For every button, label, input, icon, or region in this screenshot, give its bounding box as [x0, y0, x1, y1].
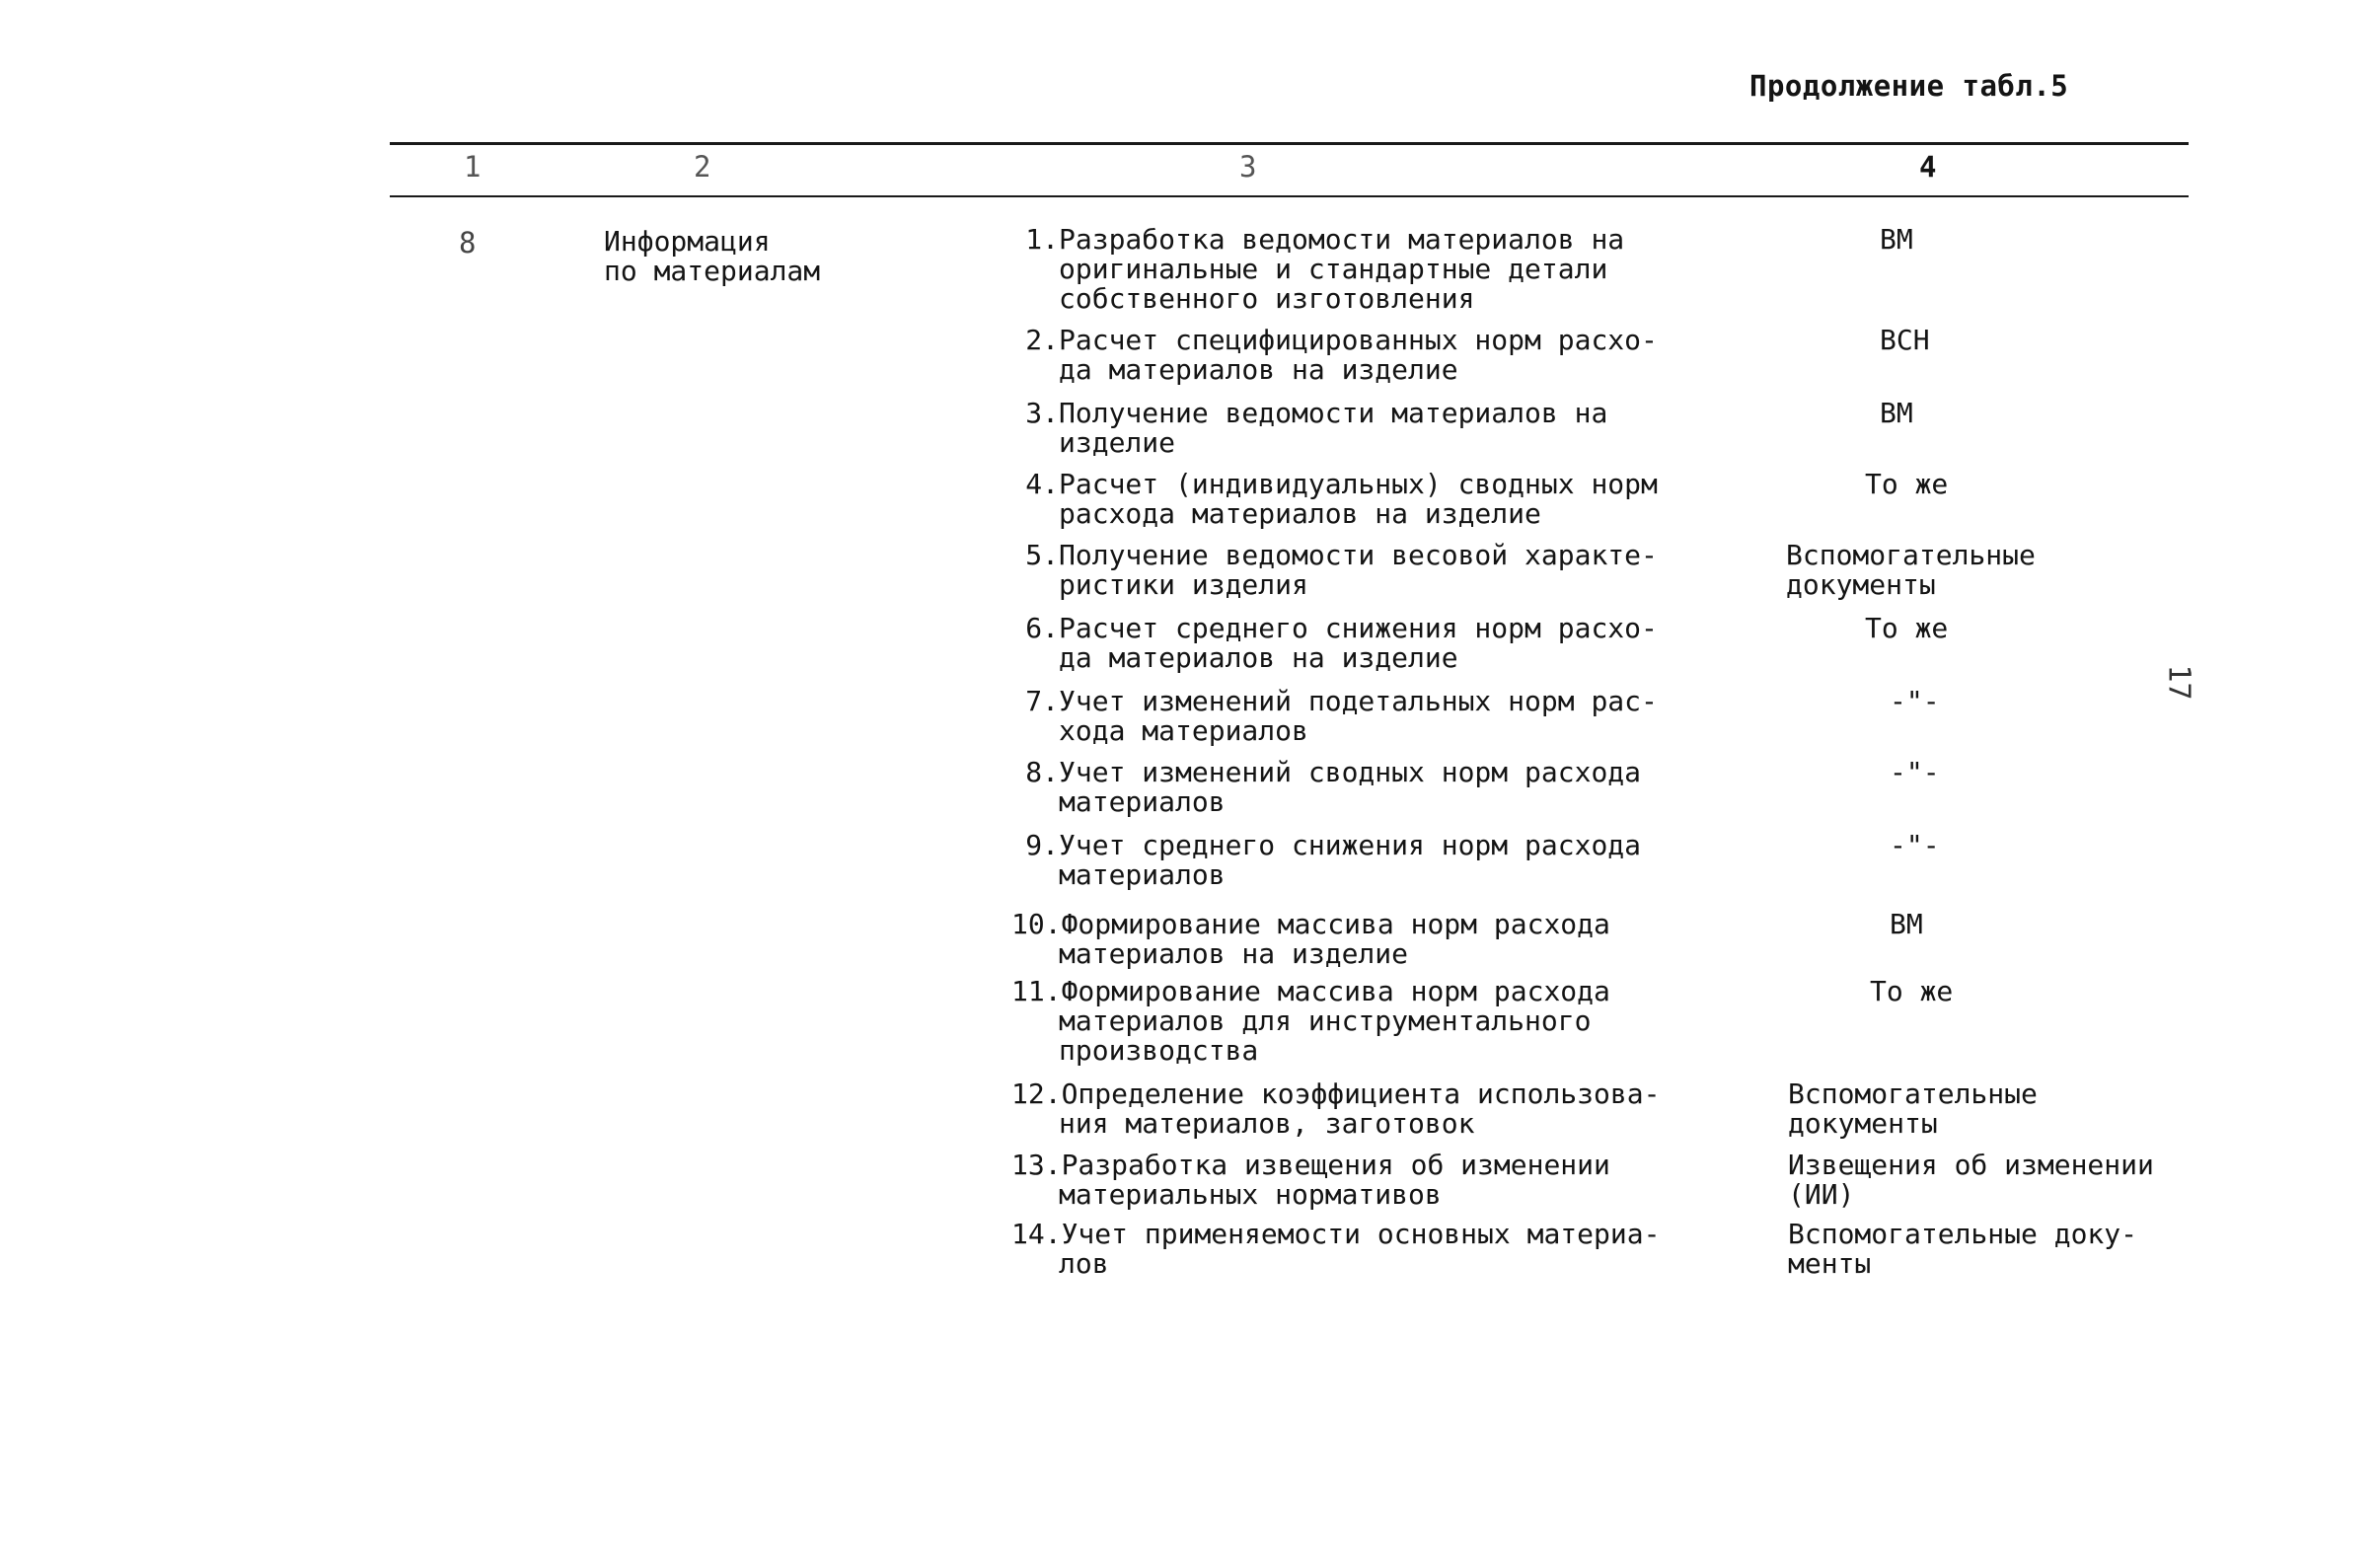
item-line-text: Учет изменений сводных норм расхода	[1059, 756, 1642, 788]
item-line	[1011, 1151, 1610, 1180]
item-line-text: Разработка извещения об изменении	[1061, 1149, 1610, 1181]
document-line: -"-	[1890, 829, 1940, 861]
item-line	[1011, 1220, 1660, 1249]
item-line	[1011, 255, 1624, 284]
item-text	[1011, 1079, 1660, 1139]
item-line-text: Разработка ведомости материалов на	[1059, 223, 1625, 256]
item-line-text: изделие	[1059, 426, 1176, 459]
item-line	[1011, 1006, 1610, 1036]
item-line	[1011, 399, 1607, 428]
document-cell	[1865, 614, 2269, 643]
item-line-text: материальных нормативов	[1059, 1178, 1442, 1211]
item-line-text: Получение ведомости весовой характе-	[1059, 539, 1658, 571]
document-cell	[1865, 470, 2269, 499]
item-line	[1011, 355, 1658, 385]
document-line: ВСН	[1880, 324, 1930, 356]
document-line: То же	[1865, 468, 1949, 500]
item-line	[1011, 787, 1641, 817]
item-text	[1011, 470, 1658, 529]
document-line: Вспомогательные	[1788, 1077, 2038, 1110]
column-header-4: 4	[1919, 150, 1937, 184]
document-line: Извещения об изменении	[1788, 1149, 2154, 1181]
item-line-text: Формирование массива норм расхода	[1061, 975, 1610, 1007]
document-cell	[1788, 1220, 2193, 1279]
document-cell	[1788, 1151, 2193, 1210]
item-line-text: собственного изготовления	[1059, 282, 1475, 315]
item-line	[1011, 758, 1641, 787]
item-line-text: ния материалов, заготовок	[1059, 1107, 1475, 1140]
document-line: документы	[1788, 1107, 1938, 1140]
item-line-text: расхода материалов на изделие	[1059, 497, 1541, 530]
item-number: 11.	[1011, 975, 1062, 1007]
item-line	[1011, 326, 1658, 355]
item-line-text: Расчет среднего снижения норм расхо-	[1059, 612, 1658, 644]
item-line-text: Учет применяемости основных материа-	[1061, 1218, 1661, 1250]
item-line-text: производства	[1059, 1034, 1259, 1067]
document-cell	[1880, 399, 2284, 428]
item-line-text: Расчет (индивидуальных) сводных норм	[1059, 468, 1658, 500]
item-line-text: Формирование массива норм расхода	[1061, 908, 1610, 940]
item-line-text: хода материалов	[1059, 714, 1308, 747]
table-header-rule	[390, 195, 2189, 197]
document-line: То же	[1870, 975, 1954, 1007]
item-line	[1011, 428, 1607, 458]
item-line-text: Учет среднего снижения норм расхода	[1059, 829, 1642, 861]
item-line	[1011, 939, 1610, 969]
document-cell	[1890, 758, 2294, 787]
table-top-rule	[390, 142, 2189, 145]
item-line-text: да материалов на изделие	[1059, 641, 1458, 674]
document-line: менты	[1788, 1247, 1872, 1280]
row-category	[604, 227, 820, 286]
item-number: 14.	[1011, 1218, 1062, 1250]
item-line-text: лов	[1059, 1247, 1109, 1280]
item-text	[1011, 225, 1624, 314]
item-line	[1011, 499, 1658, 529]
item-number: 4.	[1025, 468, 1059, 500]
item-line	[1011, 1036, 1610, 1066]
item-number: 10.	[1011, 908, 1062, 940]
column-header-1: 1	[464, 150, 482, 184]
column-header-3: 3	[1239, 150, 1257, 184]
item-line	[1011, 687, 1658, 716]
document-line: Вспомогательные доку-	[1788, 1218, 2138, 1250]
item-number: 9.	[1025, 829, 1059, 861]
document-line: (ИИ)	[1788, 1178, 1855, 1211]
document-line: ВМ	[1890, 908, 1923, 940]
item-line-text: Определение коэффициента использова-	[1061, 1077, 1661, 1110]
item-text	[1011, 326, 1658, 385]
item-line-text: ристики изделия	[1059, 568, 1308, 601]
item-text	[1011, 541, 1658, 600]
column-header-2: 2	[694, 150, 711, 184]
document-cell	[1880, 326, 2284, 355]
item-line	[1011, 860, 1641, 890]
item-text	[1011, 687, 1658, 746]
item-line	[1011, 643, 1658, 673]
item-number: 8.	[1025, 756, 1059, 788]
item-number: 7.	[1025, 685, 1059, 717]
item-number: 1.	[1025, 223, 1059, 256]
item-line	[1011, 1180, 1610, 1210]
item-line-text: материалов для инструментального	[1059, 1004, 1592, 1037]
document-cell	[1890, 910, 2294, 939]
item-text	[1011, 910, 1610, 969]
document-cell	[1890, 687, 2294, 716]
item-text	[1011, 1220, 1660, 1279]
item-text	[1011, 831, 1641, 890]
item-number: 2.	[1025, 324, 1059, 356]
item-text	[1011, 758, 1641, 817]
document-cell	[1786, 541, 2191, 600]
document-line: ВМ	[1880, 397, 1913, 429]
item-line-text: оригинальные и стандартные детали	[1059, 253, 1608, 285]
document-cell	[1890, 831, 2294, 860]
item-text	[1011, 614, 1658, 673]
item-line	[1011, 716, 1658, 746]
page-number: 17	[2161, 664, 2196, 701]
continuation-label: Продолжение табл.5	[1749, 69, 2069, 103]
item-line-text: Получение ведомости материалов на	[1059, 397, 1608, 429]
document-line: То же	[1865, 612, 1949, 644]
document-line: Вспомогательные	[1786, 539, 2036, 571]
document-line: -"-	[1890, 685, 1940, 717]
item-line-text: материалов на изделие	[1059, 937, 1409, 970]
item-line	[1011, 1249, 1660, 1279]
document-cell	[1880, 225, 2284, 255]
row-number: 8	[459, 226, 477, 260]
item-text	[1011, 977, 1610, 1066]
item-line	[1011, 541, 1658, 570]
item-text	[1011, 1151, 1610, 1210]
item-line	[1011, 470, 1658, 499]
item-line	[1011, 614, 1658, 643]
document-line: документы	[1786, 568, 1936, 601]
item-line-text: Учет изменений подетальных норм рас-	[1059, 685, 1658, 717]
item-text	[1011, 399, 1607, 458]
document-cell	[1870, 977, 2274, 1006]
item-line-text: материалов	[1059, 858, 1226, 891]
document-cell	[1788, 1079, 2193, 1139]
item-line-text: Расчет специфицированных норм расхо-	[1059, 324, 1658, 356]
category-line: Информация	[604, 225, 771, 258]
item-number: 12.	[1011, 1077, 1062, 1110]
item-line	[1011, 284, 1624, 314]
item-number: 5.	[1025, 539, 1059, 571]
document-line: -"-	[1890, 756, 1940, 788]
item-line-text: материалов	[1059, 785, 1226, 818]
item-line	[1011, 831, 1641, 860]
item-line-text: да материалов на изделие	[1059, 353, 1458, 386]
item-line	[1011, 1079, 1660, 1109]
item-number: 6.	[1025, 612, 1059, 644]
item-line	[1011, 570, 1658, 600]
item-line	[1011, 977, 1610, 1006]
item-number: 13.	[1011, 1149, 1062, 1181]
document-line: ВМ	[1880, 223, 1913, 256]
item-line	[1011, 910, 1610, 939]
category-line: по материалам	[604, 255, 821, 287]
item-line	[1011, 225, 1624, 255]
item-line	[1011, 1109, 1660, 1139]
item-number: 3.	[1025, 397, 1059, 429]
